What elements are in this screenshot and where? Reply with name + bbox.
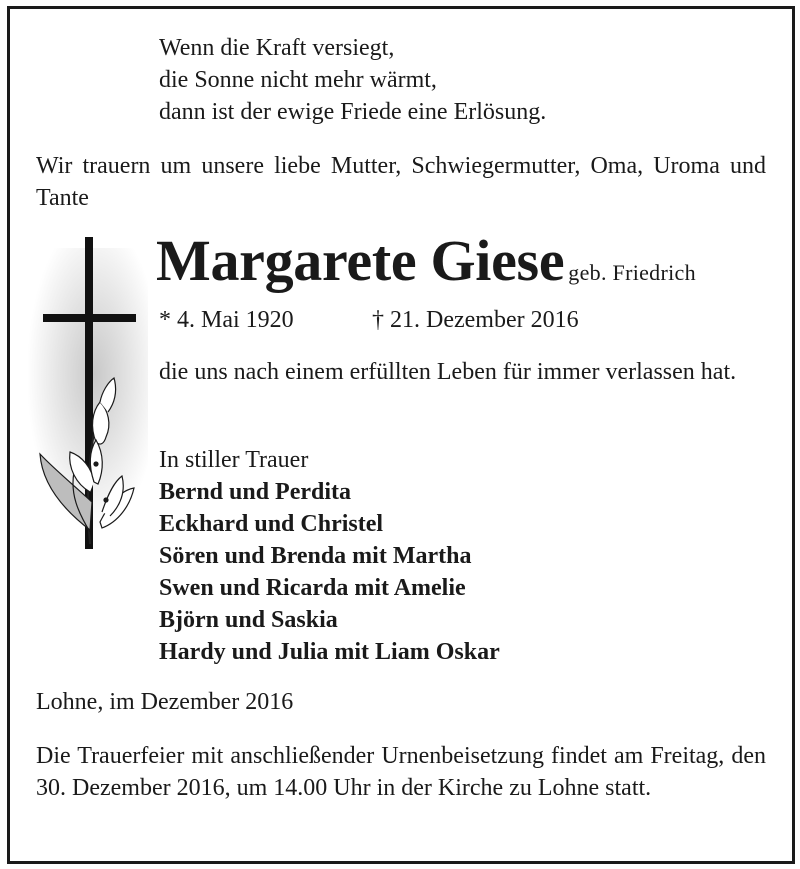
deceased-name-line <box>156 228 696 293</box>
poem-line-3: dann ist der ewige Friede eine Erlösung. <box>159 99 547 125</box>
poem-line-2: die Sonne nicht mehr wärmt, <box>159 67 437 93</box>
cross-icon <box>30 232 150 562</box>
mourner-3: Sören und Brenda mit Martha <box>159 543 472 569</box>
birth-name: geb. Friedrich <box>568 260 696 285</box>
mourner-1: Bernd und Perdita <box>159 479 352 505</box>
mourner-5: Björn und Saskia <box>159 607 338 633</box>
mourning-intro: In stiller Trauer <box>159 447 309 473</box>
birth-date: * 4. Mai 1920 <box>159 307 294 333</box>
poem-line-1: Wenn die Kraft versiegt, <box>159 35 395 61</box>
place-date: Lohne, im Dezember 2016 <box>36 689 294 715</box>
mourner-6: Hardy und Julia mit Liam Oskar <box>159 639 500 665</box>
farewell-text: die uns nach einem erfüllten Leben für immer verlassen hat. <box>159 359 737 385</box>
deceased-name: Margarete Giese <box>156 228 565 293</box>
intro-text: Wir trauern um unsere liebe Mutter, Schwiegermutter, Oma, Uroma und Tante <box>36 153 766 211</box>
mourner-2: Eckhard und Christel <box>159 511 384 537</box>
mourner-4: Swen und Ricarda mit Amelie <box>159 575 466 601</box>
death-date: † 21. Dezember 2016 <box>372 307 579 333</box>
funeral-notice: Die Trauerfeier mit anschließender Urnenbeisetzung findet am Freitag, den 30. Dezember 2016, um 14.00 Uhr in der Kirche zu Lohne statt. <box>36 743 766 801</box>
